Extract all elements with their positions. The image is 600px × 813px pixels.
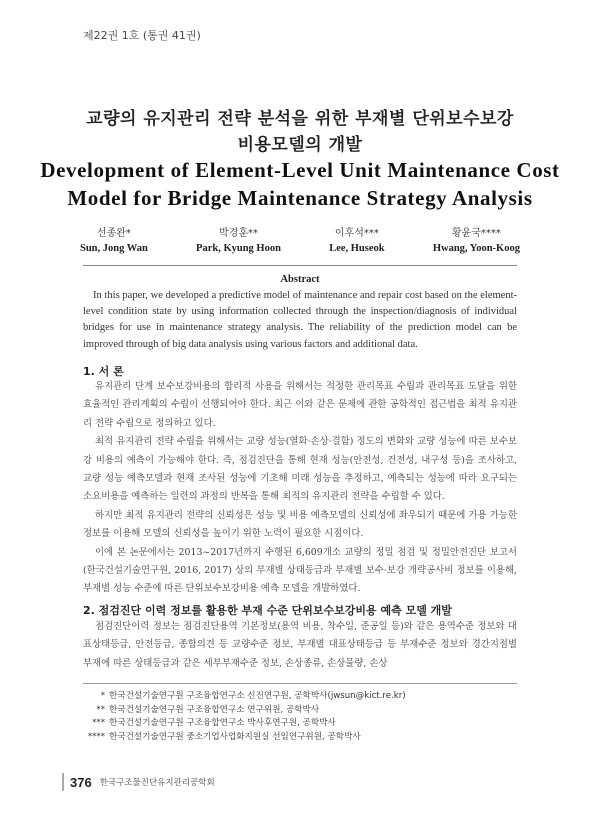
footnote-divider xyxy=(83,683,517,684)
footer-bar xyxy=(62,773,64,791)
author-name-korean: 이후석*** xyxy=(334,228,379,239)
title-korean-line-2: 비용모델의 개발 xyxy=(237,135,363,155)
footnotes xyxy=(83,690,406,744)
footnote xyxy=(83,704,406,718)
paragraph: 하지만 최적 유지관리 전략의 신뢰성은 성능 및 비용 예측모델의 신뢰성에 좌우되기 때문에 가용 가능한 정보를 이용해 모델의 신뢰성을 높이기 위한 노력이 필요한 시점이다. xyxy=(83,509,517,540)
author-list xyxy=(80,224,520,254)
author-name-korean: 황윤국**** xyxy=(451,228,501,239)
divider xyxy=(83,265,517,266)
section-2-body xyxy=(83,618,517,673)
section-2-heading: 2. 점검진단 이력 정보를 활용한 부재 수준 단위보수보강비용 예측 모델 개발 xyxy=(83,604,452,617)
section-1-heading: 1. 서 론 xyxy=(83,365,124,378)
footnote-text: 한국건설기술연구원 중소기업사업화지원실 선임연구위원, 공학박사 xyxy=(109,731,361,742)
title-english-line-2: Model for Bridge Maintenance Strategy Analysis xyxy=(67,186,533,210)
section-1-body xyxy=(83,378,517,599)
journal-volume: 제22권 1호 (통권 41권) xyxy=(83,29,201,42)
author-name-korean: 박경훈** xyxy=(219,228,258,239)
footnote-text: 한국건설기술연구원 구조융합연구소 연구위원, 공학박사 xyxy=(109,704,320,715)
abstract-body: In this paper, we developed a predictive model of maintenance and repair cost based on the element-level condition state by using information collected through the inspection/diagnosis of individual bridges for use in maintenance strategy analysis. The reliability of the prediction model can be improved through of big data analysis using various factors and additional data. xyxy=(83,290,517,350)
footnote-mark: *** xyxy=(92,718,105,728)
footnote xyxy=(83,731,406,745)
paragraph: 이에 본 논문에서는 2013~2017년까지 수행된 6,609개소 교량의 정밀 점검 및 정밀안전진단 보고서(한국건설기술연구원, 2016, 2017) 상의 부재별 상태등급과 부재별 보수·보강 개략공사비 정보를 이용해, 부재별 성능 수준에 따른 단위보수보강비용 예측 모델을 개발하였다. xyxy=(83,546,517,595)
footnote xyxy=(83,717,406,731)
paragraph: 유지관리 단계 보수보강비용의 합리적 사용을 위해서는 적정한 관리목표 수립과 관리목표 도달을 위한 효율적인 관리계획의 수립이 선행되어야 한다. 최근 이와 같은 문제에 관한 공학적인 접근법을 최적 유지관리 전략 수립으로 정의하고 있다. xyxy=(83,381,517,429)
author-name-english: Hwang, Yoon-Koog xyxy=(432,243,520,254)
abstract-heading: Abstract xyxy=(280,274,320,285)
footnote-mark: ** xyxy=(96,704,105,715)
footnote xyxy=(83,690,406,704)
footnote-text: 한국건설기술연구원 구조융합연구소 박사후연구원, 공학박사 xyxy=(109,718,336,728)
footnote-mark: **** xyxy=(87,731,105,742)
title-korean-line-1: 교량의 유지관리 전략 분석을 위한 부재별 단위보수보강 xyxy=(86,109,514,129)
author-name-english: Park, Kyung Hoon xyxy=(196,243,281,254)
page-number: 376 xyxy=(70,774,92,790)
page-footer xyxy=(62,770,215,794)
paragraph: 점검진단이력 정보는 점검진단용역 기본정보(용역 비용, 착수일, 준공일 등)와 같은 용역수준 정보와 대표상태등급, 안전등급, 종합의견 등 교량수준 정보, 부재별 대표상태등급 등 부재수준 정보와 경간지점별 부재에 따른 상태등급과 같은 세부부재수준 정보, 손상종류, 손상물량, 손상 xyxy=(83,621,517,669)
title-english-line-1: Development of Element-Level Unit Maintenance Cost xyxy=(40,158,560,182)
author-name-korean: 선종완* xyxy=(96,228,131,239)
paragraph: 최적 유지관리 전략 수립을 위해서는 교량 성능(열화·손상·결함) 정도의 변화와 교량 성능에 따른 보수보강 비용의 예측이 가능해야 한다. 즉, 점검진단을 통해 현재 성능(안전성, 건전성, 내구성 등)을 조사하고, 교량 성능 예측모델과 현재 조사된 성능에 기초해 미래 성능을 추정하고, 예측되는 성능에 따라 요구되는 소요비용을 예측하는 일련의 과정의 반복을 통해 최적의 유지관리 전략을 수립할 수 있다. xyxy=(83,436,517,503)
author xyxy=(80,224,148,254)
author xyxy=(196,224,281,254)
author-name-english: Lee, Huseok xyxy=(329,243,385,254)
footnote-text: 한국건설기술연구원 구조융합연구소 신진연구원, 공학박사(jwsun@kict.re.kr) xyxy=(109,691,406,701)
author-name-english: Sun, Jong Wan xyxy=(80,243,148,254)
footnote-mark: * xyxy=(100,691,105,701)
author xyxy=(329,224,384,254)
journal-name: 한국구조물진단유지관리공학회 xyxy=(99,778,215,788)
author xyxy=(433,224,520,254)
